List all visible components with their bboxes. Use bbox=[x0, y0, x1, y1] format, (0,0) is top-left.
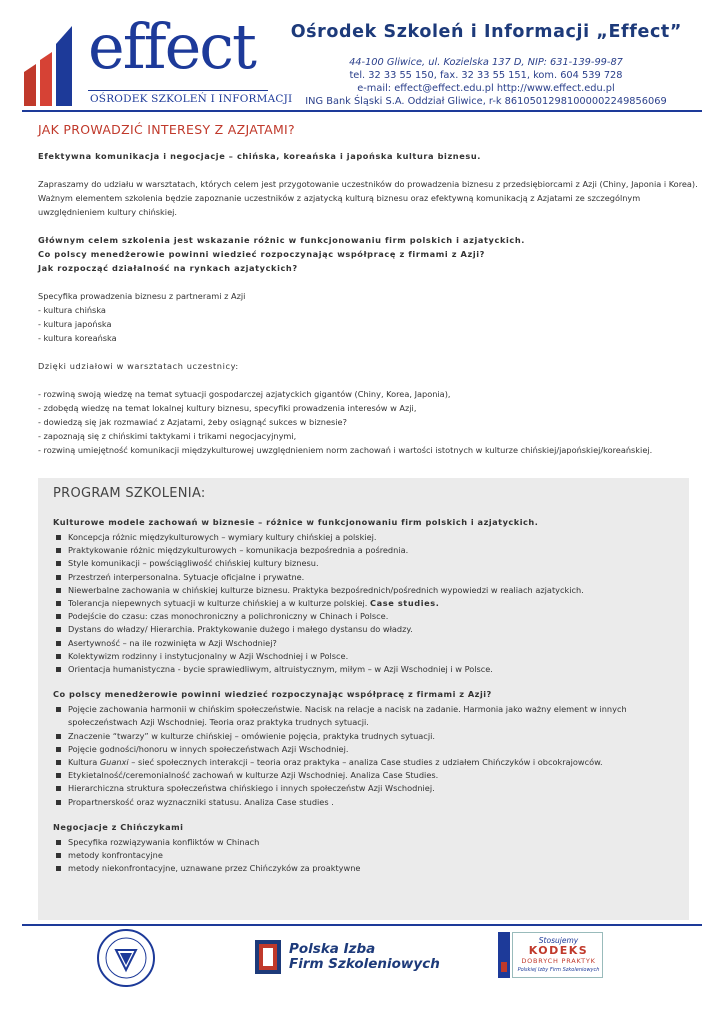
logo-divider bbox=[88, 90, 268, 91]
kodeks-line-1: Stosujemy bbox=[538, 936, 579, 945]
kodeks-line-4: Polskiej Izby Firm Szkoleniowych bbox=[517, 967, 600, 973]
list-item: Style komunikacji – powściągliwość chińskiej kultury biznesu. bbox=[53, 557, 674, 570]
footer-rule bbox=[22, 924, 702, 926]
org-bank: ING Bank Śląski S.A. Oddział Gliwice, r-k 86105012981000002249856069 bbox=[305, 96, 667, 107]
org-phone: tel. 32 33 55 150, fax. 32 33 55 151, kom. 604 539 728 bbox=[349, 70, 623, 81]
list-item: Koncepcja różnic międzykulturowych – wymiary kultury chińskiej a polskiej. bbox=[53, 531, 674, 544]
list-item: metody niekonfrontacyjne, uznawane przez Chińczyków za proaktywne bbox=[53, 862, 674, 875]
guanxi-prefix: Kultura bbox=[68, 757, 100, 768]
udt-cert-seal-icon bbox=[96, 928, 156, 988]
logo-bars-icon bbox=[22, 22, 92, 108]
spec-item: - kultura chińska bbox=[38, 305, 106, 315]
goal-line-2: Co polscy menedżerowie powinni wiedzieć rozpoczynając współpracę z firmami z Azji? bbox=[38, 249, 486, 259]
benefit-item: - zapoznają się z chińskimi taktykami i trikami negocjacyjnymi, bbox=[38, 431, 297, 441]
pifs-book-icon bbox=[253, 938, 285, 976]
list-item: Dystans do władzy/ Hierarchia. Praktykowanie dużego i małego dystansu do władzy. bbox=[53, 623, 674, 636]
header-rule bbox=[22, 110, 702, 112]
program-list bbox=[53, 703, 674, 809]
program-box bbox=[38, 478, 689, 920]
list-item: Asertywność – na ile rozwinięta w Azji Wschodniej? bbox=[53, 637, 674, 650]
spec-title: Specyfika prowadzenia biznesu z partnerami z Azji bbox=[38, 291, 246, 301]
list-item: metody konfrontacyjne bbox=[53, 849, 674, 862]
org-contact[interactable]: e-mail: effect@effect.edu.pl http://www.effect.edu.pl bbox=[357, 83, 615, 94]
list-item-text: Tolerancja niepewnych sytuacji w kulturze chińskiej a w kulturze polskiej. bbox=[68, 598, 368, 609]
list-item: Podejście do czasu: czas monochroniczny a polichroniczny w Chinach i Polsce. bbox=[53, 610, 674, 623]
list-item: Etykietalność/ceremonialność zachowań w kulturze Azji Wschodniej. Analiza Case Studies. bbox=[53, 769, 674, 782]
main-content bbox=[38, 122, 698, 457]
list-item: Znaczenie “twarzy” w kulturze chińskiej – omówienie pojęcia, praktyka trudnych sytuacji. bbox=[53, 730, 674, 743]
list-item: Przestrzeń interpersonalna. Sytuacje oficjalne i prywatne. bbox=[53, 571, 674, 584]
program-section-title: Negocjacje z Chińczykami bbox=[53, 821, 184, 832]
kodeks-line-3: DOBRYCH PRAKTYK bbox=[521, 957, 596, 965]
org-title-block bbox=[291, 22, 682, 42]
pifs-line-1: Polska Izba bbox=[289, 941, 376, 957]
goal-line-3: Jak rozpocząć działalność na rynkach azjatyckich? bbox=[38, 263, 298, 273]
benefits-title: Dzięki udziałowi w warsztatach uczestnicy: bbox=[38, 361, 239, 371]
kodeks-line-2: KODEKS bbox=[528, 944, 589, 957]
list-item: Specyfika rozwiązywania konfliktów w Chinach bbox=[53, 836, 674, 849]
list-item: Niewerbalne zachowania w chińskiej kulturze biznesu. Praktyka bezpośrednich/pośrednich wypowiedzi w realiach azjatyckich. bbox=[53, 584, 674, 597]
list-item: Hierarchiczna struktura społeczeństwa chińskiego i innych społeczeństw Azji Wschodniej. bbox=[53, 782, 674, 795]
udt-cert-logo bbox=[96, 928, 156, 988]
list-item: Orientacja humanistyczna - bycie sprawiedliwym, altruistycznym, miłym – w Azji Wschodniej i w Polsce. bbox=[53, 663, 674, 676]
list-item: Pojęcie godności/honoru w innych społeczeństwach Azji Wschodniej. bbox=[53, 743, 674, 756]
kodeks-logo bbox=[498, 932, 603, 978]
list-item: Propartnerskość oraz wyznaczniki statusu. Analiza Case studies . bbox=[53, 796, 674, 809]
guanxi-word: Guanxi bbox=[99, 757, 129, 768]
list-item: Praktykowanie różnic międzykulturowych – komunikacja bezpośrednia a pośrednia. bbox=[53, 544, 674, 557]
list-item: Pojęcie zachowania harmonii w chińskim społeczeństwie. Nacisk na relacje a nacisk na zadanie. Harmonia jako ważny element w innych społeczeństwach Azji Wschodniej. Teoria oraz praktyka trudnych sytuacji. bbox=[53, 703, 674, 729]
program-list bbox=[53, 531, 674, 676]
benefit-item: - zdobędą wiedzę na temat lokalnej kultury biznesu, specyfiki prowadzenia interesów w Azji, bbox=[38, 403, 417, 413]
list-item: Kolektywizm rodzinny i instytucjonalny w Azji Wschodniej i w Polsce. bbox=[53, 650, 674, 663]
org-title: Ośrodek Szkoleń i Informacji „Effect” bbox=[290, 22, 682, 42]
logo-subtitle: OŚRODEK SZKOLEŃ I INFORMACJI bbox=[90, 93, 293, 105]
pifs-logo bbox=[253, 936, 440, 978]
subtitle: Efektywna komunikacja i negocjacje – chińska, koreańska i japońska kultura biznesu. bbox=[38, 151, 482, 161]
spec-item: - kultura koreańska bbox=[38, 333, 117, 343]
list-item bbox=[53, 756, 674, 769]
kodeks-flag-icon bbox=[498, 932, 510, 978]
benefit-item: - rozwiną umiejętność komunikacji międzykulturowej uwzględnieniem norm zachowań i wartości istotnych w kulturze chińskiej/japońskiej/koreańskiej. bbox=[38, 445, 653, 455]
org-address: 44-100 Gliwice, ul. Kozielska 137 D, NIP: 631-139-99-87 bbox=[349, 57, 623, 68]
logo-wordmark: effect bbox=[88, 10, 255, 83]
spec-item: - kultura japońska bbox=[38, 319, 112, 329]
kodeks-box bbox=[512, 932, 603, 978]
page-header bbox=[0, 0, 724, 118]
program-list bbox=[53, 836, 674, 876]
benefit-item: - dowiedzą się jak rozmawiać z Azjatami, żeby osiągnąć sukces w biznesie? bbox=[38, 417, 347, 427]
effect-logo bbox=[22, 10, 293, 108]
program-title: PROGRAM SZKOLENIA: bbox=[53, 486, 206, 501]
program-section-title: Kulturowe modele zachowań w biznesie – różnice w funkcjonowaniu firm polskich i azjatyckich. bbox=[53, 517, 539, 527]
pifs-name bbox=[289, 942, 440, 972]
pifs-line-2: Firm Szkoleniowych bbox=[289, 956, 440, 972]
benefit-item: - rozwiną swoją wiedzę na temat sytuacji gospodarczej azjatyckich gigantów (Chiny, Korea, Japonia), bbox=[38, 389, 451, 399]
case-studies-label: Case studies. bbox=[370, 598, 440, 609]
goal-line-1: Głównym celem szkolenia jest wskazanie różnic w funkcjonowaniu firm polskich i azjatyckich. bbox=[38, 235, 525, 245]
page-title: JAK PROWADZIĆ INTERESY Z AZJATAMI? bbox=[38, 122, 295, 137]
list-item bbox=[53, 597, 674, 610]
list-item-text: – sieć społecznych interakcji – teoria oraz praktyka – analiza Case studies z udziałem Chińczyków i obcokrajowców. bbox=[131, 757, 603, 768]
intro-paragraph: Zapraszamy do udziału w warsztatach, których celem jest przygotowanie uczestników do prowadzenia biznesu z przedsiębiorcami z Azji (Chiny, Japonia i Korea). Ważnym elementem szkolenia będzie zapoznanie uczestników z azjatycką kulturą biznesu oraz efektywną komunikacją z Azjatami ze szczególnym uwzględnieniem kultury chińskiej. bbox=[38, 179, 698, 217]
program-section-title: Co polscy menedżerowie powinni wiedzieć rozpoczynając współpracę z firmami z Azji? bbox=[53, 689, 492, 700]
org-contact-block bbox=[302, 56, 670, 108]
